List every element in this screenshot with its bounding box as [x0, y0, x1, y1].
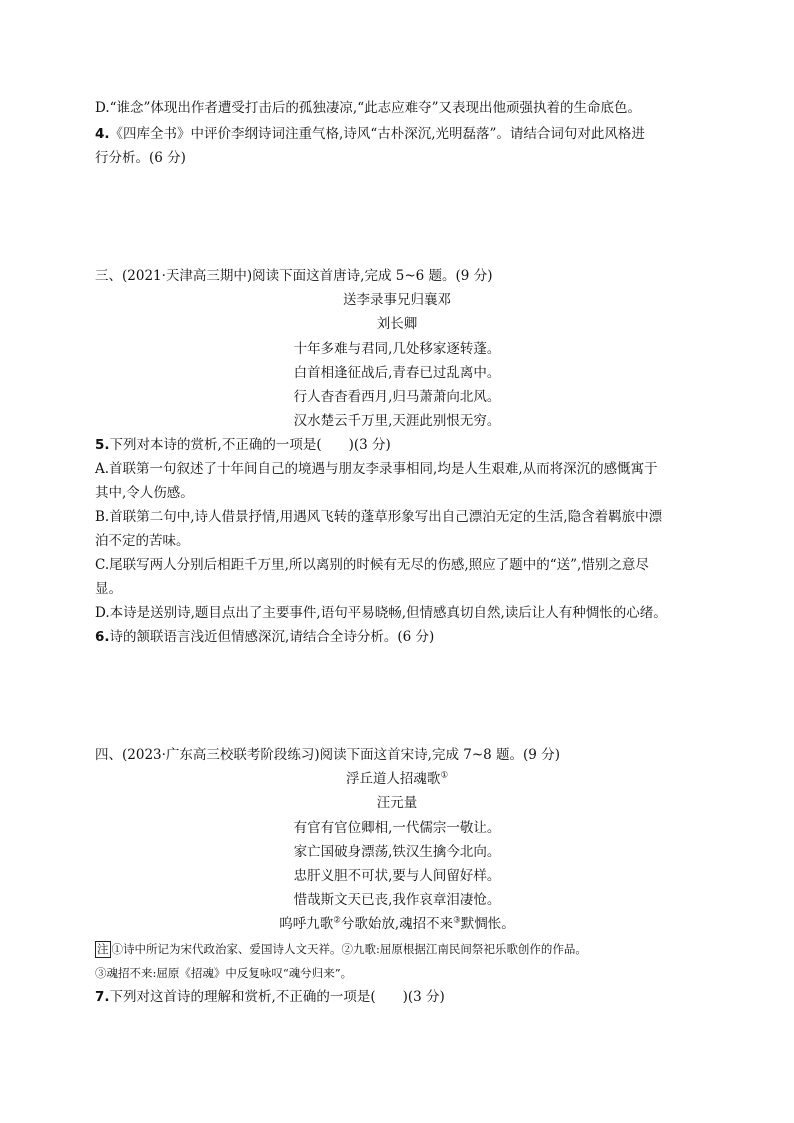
notes-line-2: ③魂招不来:屈原《招魂》中反复咏叹“魂兮归来”。 [95, 966, 353, 980]
option-b-line-1: B.首联第二句中,诗人借景抒情,用遇风飞转的蓬草形象写出自己漂泊无定的生活,隐含着羁旅中漂 [95, 509, 663, 525]
poem-author: 汪元量 [376, 795, 418, 811]
verse-part: 呜呼九歌 [279, 916, 334, 932]
option-d-line-1: D.本诗是送别诗,题目点出了主要事件,语句平易晓畅,但情感真切自然,读后让人有种惆怅的心绪。 [95, 605, 667, 621]
question-4-line-1 [95, 124, 645, 144]
q3-option-d: D.“谁念”体现出作者遭受打击后的孤独凄凉,“此志应难夺”又表现出他顽强执着的生命底色。 [95, 100, 642, 116]
question-number: 6. [95, 629, 110, 645]
verse-part: 兮歌始放,魂招不来 [340, 916, 454, 932]
poem-title: 送李录事兄归襄邓 [343, 292, 451, 308]
poem-verse [0, 914, 794, 934]
option-c-line-1: C.尾联写两人分别后相距千万里,所以离别的时候有无尽的伤感,照应了题中的“送”,惜别之意尽 [95, 557, 649, 573]
poem-verse: 家亡国破身漂荡,铁汉生擒今北向。 [293, 844, 501, 860]
verse-part: 默惆怅。 [460, 916, 515, 932]
poem-title-text: 浮丘道人招魂歌 [345, 771, 441, 787]
question-6 [95, 627, 434, 647]
option-a-line-1: A.首联第一句叙述了十年间自己的境遇与朋友李录事相同,均是人生艰难,从而将深沉的感慨寓于 [95, 461, 658, 477]
footnote-marker: ① [440, 770, 449, 781]
footnote-marker: ② [333, 915, 341, 926]
question-stem: 诗的颔联语言浅近但情感深沉,请结合全诗分析。(6 分) [109, 629, 435, 645]
question-5 [95, 435, 391, 455]
question-stem: 《四库全书》中评价李纲诗词注重气格,诗风“古朴深沉,光明磊落”。请结合词句对此风格进 [109, 126, 645, 142]
poem-verse: 惜哉斯文天已丧,我作哀章泪凄怆。 [293, 892, 501, 908]
footnote-marker: ③ [453, 915, 461, 926]
option-b-line-2: 泊不定的苦味。 [95, 533, 190, 549]
question-stem: 下列对本诗的赏析,不正确的一项是( )(3 分) [109, 437, 391, 453]
poem-verse: 行人杳杳看西月,归马萧萧向北风。 [293, 389, 501, 405]
poem-author: 刘长卿 [376, 316, 418, 332]
note-label: 注 [97, 942, 109, 956]
poem-verse: 忠肝义胆不可状,要与人间留好样。 [293, 868, 501, 884]
question-stem: 下列对这首诗的理解和赏析,不正确的一项是( )(3 分) [109, 989, 445, 1005]
poem-verse: 白首相逢征战后,青春已过乱离中。 [293, 365, 501, 381]
poem-verse: 汉水楚云千万里,天涯此别恨无穷。 [293, 413, 501, 429]
option-c-line-2: 显。 [95, 581, 122, 597]
question-number: 7. [95, 989, 110, 1005]
question-7 [95, 987, 445, 1007]
option-a-line-2: 其中,令人伤感。 [95, 485, 194, 501]
notes-line-1 [95, 939, 587, 959]
poem-verse: 有官有官位卿相,一代儒宗一敬让。 [293, 820, 501, 836]
poem-title [0, 769, 794, 789]
poem-verse: 十年多难与君同,几处移家逐转蓬。 [293, 341, 501, 357]
question-number: 4. [95, 126, 110, 142]
section-3-heading: 三、(2021·天津高三期中)阅读下面这首唐诗,完成 5~6 题。(9 分) [95, 268, 493, 284]
question-number: 5. [95, 437, 110, 453]
section-4-heading: 四、(2023·广东高三校联考阶段练习)阅读下面这首宋诗,完成 7~8 题。(9 分) [95, 747, 560, 763]
note-text: ①诗中所记为宋代政治家、爱国诗人文天祥。②九歌:屈原根据江南民间祭祀乐歌创作的作品。 [111, 942, 587, 956]
question-4-line-2: 行分析。(6 分) [95, 150, 186, 166]
